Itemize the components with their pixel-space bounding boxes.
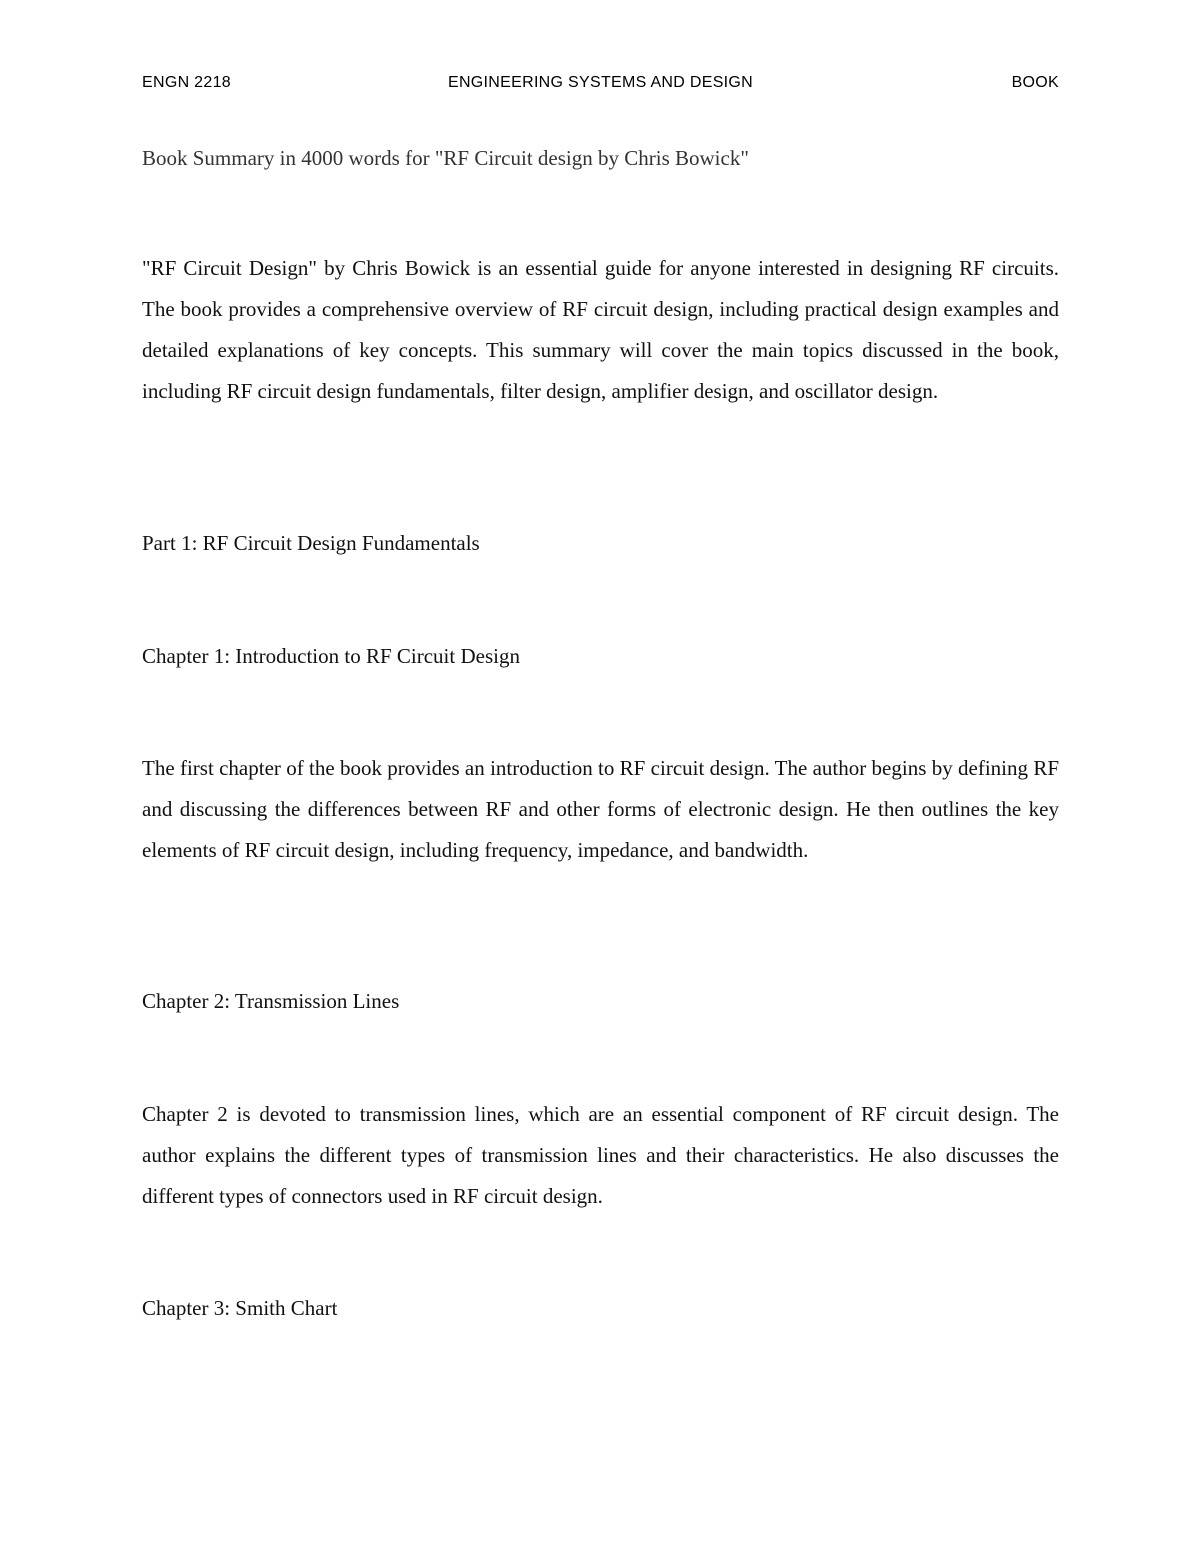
chapter1-heading: Chapter 1: Introduction to RF Circuit Design: [142, 644, 520, 668]
intro-paragraph: "RF Circuit Design" by Chris Bowick is an essential guide for anyone interested in designing RF circuits. The book provides a comprehensive overview of RF circuit design, including practical design examples and detailed explanations of key concepts. This summary will cover the main topics discussed in the book, including RF circuit design fundamentals, filter design, amplifier design, and oscillator design.: [142, 256, 1059, 403]
page-header: [142, 74, 1059, 98]
header-course-title: ENGINEERING SYSTEMS AND DESIGN: [447, 74, 754, 91]
chapter3-heading: Chapter 3: Smith Chart: [142, 1296, 338, 1320]
chapter1-paragraph: The first chapter of the book provides an introduction to RF circuit design. The author begins by defining RF and discussing the differences between RF and other forms of electronic design. He then outlines the key elements of RF circuit design, including frequency, impedance, and bandwidth.: [142, 756, 1059, 862]
header-doc-type: BOOK: [1011, 74, 1059, 91]
part1-heading: Part 1: RF Circuit Design Fundamentals: [142, 531, 480, 555]
document-title-line: Book Summary in 4000 words for "RF Circuit design by Chris Bowick": [142, 146, 749, 170]
chapter2-paragraph: Chapter 2 is devoted to transmission lines, which are an essential component of RF circuit design. The author explains the different types of transmission lines and their characteristics. He also discusses the different types of connectors used in RF circuit design.: [142, 1102, 1059, 1208]
chapter2-heading: Chapter 2: Transmission Lines: [142, 989, 400, 1013]
header-course-code: ENGN 2218: [142, 74, 231, 91]
